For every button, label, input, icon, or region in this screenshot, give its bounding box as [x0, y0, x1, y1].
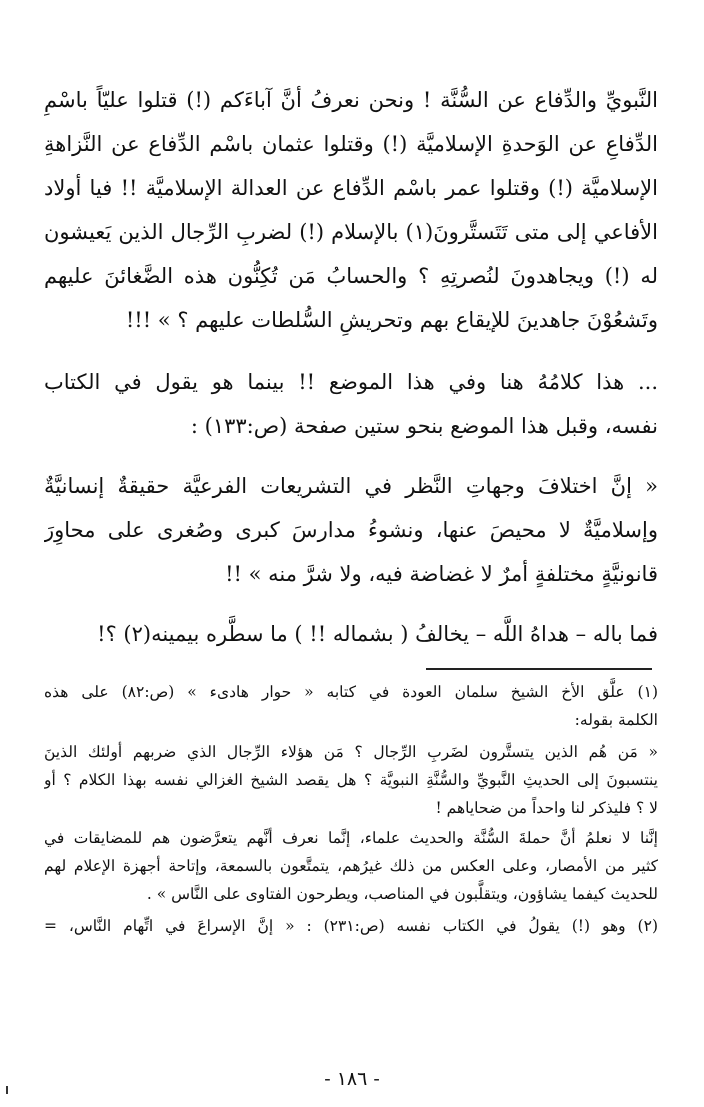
footnote-2: [44, 912, 658, 940]
text-line: الدِّفاعِ عن الوَحدةِ الإسلاميَّة (!) وقتلوا عثمان باسْم الدِّفاع عن النَّزاهةِ: [44, 132, 658, 156]
main-paragraph-4: [44, 612, 658, 656]
footnote-line: إنَّنا لا نعلمُ أنَّ حملةَ السُّنَّة والحديث علماء، إنَّما نعرف أنَّهم يتعرَّضون هم للمضايقات في: [44, 829, 658, 847]
footnote-separator: [426, 668, 652, 670]
footnote-line: الكلمة بقوله:: [574, 711, 658, 729]
footnote-line: (١) علَّق الأخ الشيخ سلمان العودة في كتابه « حوار هادىء » (ص:٨٢) على هذه: [44, 683, 658, 701]
text-line: فما باله – هداهُ اللَّه – يخالفُ ( بشماله !! ) ما سطَّره بيمينه(٢) ؟!: [97, 622, 658, 646]
main-paragraph-1: [44, 78, 658, 342]
page-number: - ١٨٦ -: [324, 1068, 380, 1090]
footnote-1: [44, 678, 658, 734]
main-paragraph-2: [44, 360, 658, 448]
footnote-line: (٢) وهو (!) يقولُ في الكتاب نفسه (ص:٢٣١) : « إنَّ الإسراعَ في اتِّهام النَّاس، =: [44, 917, 658, 935]
text-line: وإسلاميَّةٌ لا محيصَ عنها، ونشوءُ مدارسَ كبرى وصُغرى على محاوِرَ: [44, 518, 658, 542]
footnote-line: للحديث كيفما يشاؤون، ويتقلَّبون في المناصب، ويطرحون الفتاوى على النَّاس » .: [146, 885, 658, 903]
text-line: نفسه، وقبل هذا الموضع بنحو ستين صفحة (ص:١٣٣) :: [190, 414, 658, 438]
text-line: وتَشعُوْنَ جاهدينَ للإيقاع بهم وتحريشِ السُّلطات عليهم ؟ » !!!: [125, 308, 658, 332]
main-paragraph-3: [44, 464, 658, 596]
text-line: الأفاعي إلى متى تَتَستَّرونَ(١) بالإسلام (!) لضربِ الرِّجال الذين يَعيشون: [44, 220, 658, 244]
scan-edge-mark: [6, 1086, 8, 1094]
footnote-line: كثير من الأمصار، وعلى العكس من ذلك غيرُهم، يتمتَّعون بالسمعة، وإتاحة أجهزة الإعلام لهم: [44, 857, 658, 875]
text-line: له (!) ويجاهدونَ لنُصرتِهِ ؟ والحسابُ مَن تُكِنُّون هذه الضَّغائنَ عليهم: [44, 264, 658, 288]
text-line: النَّبويِّ والدِّفاع عن السُّنَّة ! ونحن نعرفُ أنَّ آباءَكم (!) قتلوا عليّاً باسْمِ: [44, 88, 658, 112]
text-line: ... هذا كلامُهُ هنا وفي هذا الموضع !! بينما هو يقول في الكتاب: [44, 370, 658, 394]
footnote-line: « مَن هُم الذين يتستَّرون لضَربِ الرِّجال ؟ مَن هؤلاء الرِّجال الذي ضربهم أولئك الذينَ: [44, 743, 658, 761]
text-line: قانونيَّةٍ مختلفةٍ أمرٌ لا غضاضة فيه، ولا شرَّ منه » !!: [225, 562, 658, 586]
text-line: الإسلاميَّة (!) وقتلوا عمر باسْم الدِّفاع عن العدالة الإسلاميَّة !! فيا أولاد: [44, 176, 658, 200]
footnote-quote-continued: [44, 824, 658, 908]
footnote-line: لا ؟ فليذكر لنا واحداً من ضحاياهم !: [435, 799, 658, 817]
text-line: « إنَّ اختلافَ وجهاتِ النَّظر في التشريعات الفرعيَّة حقيقةٌ إنسانيَّةٌ: [44, 474, 658, 498]
footnote-line: ينتسبونَ إلى الحديثِ النَّبويِّ والسُّنَّةِ النبويَّة ؟ هل يقصد الشيخ الغزالي نفسه بهذا الكلام ؟ أو: [44, 771, 658, 789]
footnote-quote: [44, 738, 658, 822]
